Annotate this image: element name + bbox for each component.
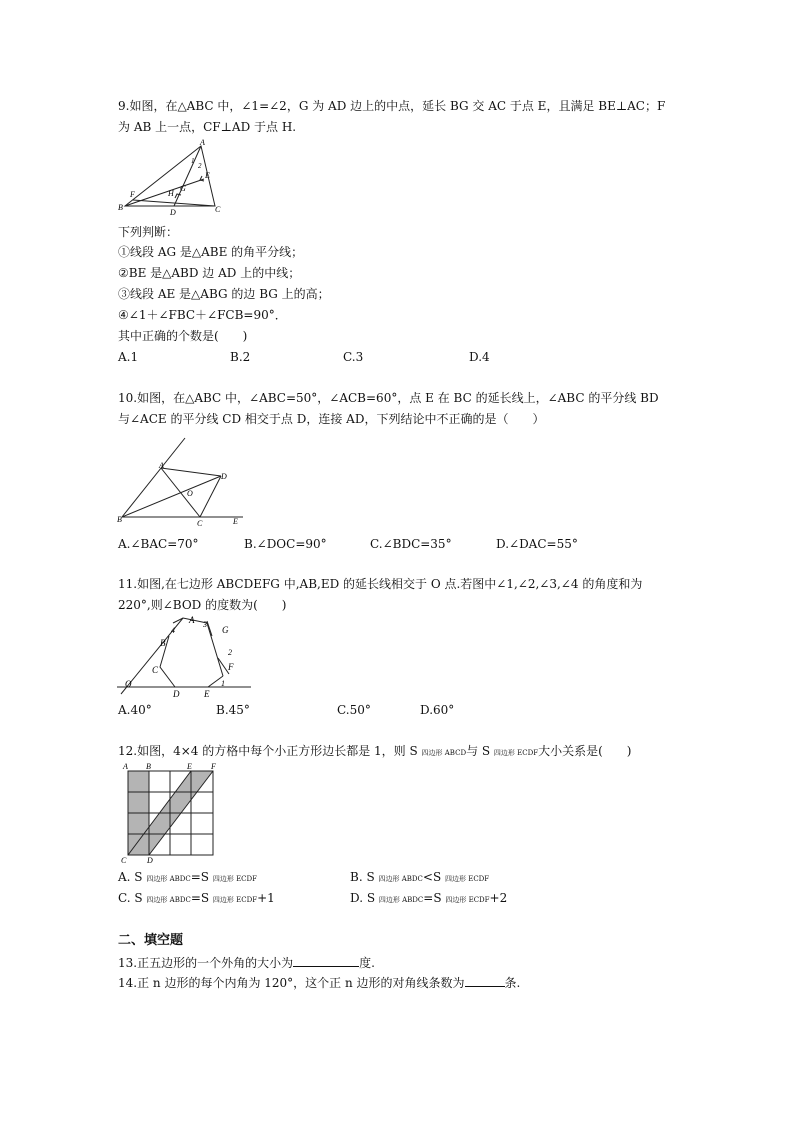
q9-label-A: A xyxy=(200,138,205,147)
q13-text: 13.正五边形的一个外角的大小为 xyxy=(118,956,294,970)
q12-option-b-sub1: 四边形 ABDC xyxy=(378,875,423,883)
q12-option-a-sub2: 四边形 ECDF xyxy=(212,875,258,883)
q12-option-d-sub2: 四边形 ECDF xyxy=(445,896,490,904)
q12-label-B: B xyxy=(146,762,151,771)
q12-option-d-pre: D. S xyxy=(350,891,379,905)
q11-option-b: B.45° xyxy=(216,703,250,717)
q10-stem-line1: 10.如图，在△ABC 中，∠ABC=50°，∠ACB=60°，点 E 在 BC 的延长线上，∠ABC 的平分线 BD xyxy=(118,391,659,405)
q12-label-A: A xyxy=(123,762,128,771)
q9-stem-line1: 9.如图，在△ABC 中，∠1=∠2，G 为 AD 边上的中点，延长 BG 交 AC 于点 E，且满足 BE⊥AC；F xyxy=(118,99,666,113)
q12-option-a-mid: =S xyxy=(190,870,213,884)
q9-item-2: ②BE 是△ABD 边 AD 上的中线； xyxy=(118,266,301,280)
q11-label-O: O xyxy=(125,679,132,689)
q12-option-a-sub1: 四边形 ABDC xyxy=(146,875,191,883)
q12-label-D: D xyxy=(147,856,153,865)
q12-stem-pre: 12.如图，4×4 的方格中每个小正方形边长都是 1，则 S xyxy=(118,744,422,758)
q10-label-A: A xyxy=(159,461,164,470)
q9-label-H: H xyxy=(168,189,174,198)
q11-label-D: D xyxy=(173,689,180,697)
q9-item-3: ③线段 AE 是△ABG 的边 BG 上的高； xyxy=(118,287,330,301)
q10-label-O: O xyxy=(187,489,193,498)
q11-label-1: 1 xyxy=(221,679,225,688)
q9-option-d: D.4 xyxy=(469,350,490,364)
q12-label-C: C xyxy=(121,856,127,865)
q9-label-1: 1 xyxy=(191,157,195,165)
q11-figure xyxy=(115,612,255,697)
q12-stem-mid: 与 S xyxy=(466,744,494,758)
q11-label-B: B xyxy=(160,638,166,648)
q12-option-c-mid: =S xyxy=(190,891,213,905)
q14-text: 14.正 n 边形的每个内角为 120°，这个正 n 边形的对角线条数为 xyxy=(118,976,465,990)
q12-label-F: F xyxy=(211,762,216,771)
q9-label-B: B xyxy=(118,203,123,212)
q11-label-3: 3 xyxy=(203,620,207,629)
q11-label-4: 4 xyxy=(171,626,175,635)
q12-option-b-mid: <S xyxy=(422,870,445,884)
q10-option-d: D.∠DAC=55° xyxy=(496,537,578,551)
q9-option-c: C.3 xyxy=(343,350,364,364)
q12-option-d-post: +2 xyxy=(489,891,508,905)
q10-option-a: A.∠BAC=70° xyxy=(118,537,199,551)
q12-option-b-sub2: 四边形 ECDF xyxy=(444,875,490,883)
q10-label-E: E xyxy=(233,517,238,526)
q10-figure xyxy=(115,434,250,529)
q11-option-c: C.50° xyxy=(337,703,371,717)
q11-stem-line2: 220°,则∠BOD 的度数为( ) xyxy=(118,598,287,612)
q11-stem-line1: 11.如图,在七边形 ABCDEFG 中,AB,ED 的延长线相交于 O 点.若图中∠1,∠2,∠3,∠4 的角度和为 xyxy=(118,577,643,591)
q11-label-F: F xyxy=(228,662,234,672)
q12-option-d-mid: =S xyxy=(423,891,446,905)
q9-label-E: E xyxy=(205,171,210,180)
q12-option-c-post: +1 xyxy=(257,891,275,905)
q13-line xyxy=(118,955,375,970)
q12-stem-post: 大小关系是( ) xyxy=(538,744,632,758)
q10-label-C: C xyxy=(197,519,203,528)
q9-option-b: B.2 xyxy=(230,350,251,364)
q14-unit: 条. xyxy=(504,976,521,990)
q12-label-E: E xyxy=(187,762,192,771)
q11-label-E: E xyxy=(204,689,210,697)
q14-answer-blank xyxy=(465,975,505,987)
q10-label-B: B xyxy=(117,515,122,524)
q12-option-d-sub1: 四边形 ABDC xyxy=(378,896,424,904)
q9-ask: 其中正确的个数是( ) xyxy=(118,329,248,343)
q10-option-b: B.∠DOC=90° xyxy=(244,537,327,551)
q10-option-c: C.∠BDC=35° xyxy=(370,537,452,551)
q9-judge-title: 下列判断： xyxy=(118,225,179,239)
section-fill-in-title: 二、填空题 xyxy=(118,933,184,948)
q12-option-d xyxy=(350,891,507,907)
q12-option-c xyxy=(118,891,275,907)
q10-label-D: D xyxy=(221,472,227,481)
q11-label-C: C xyxy=(152,665,159,675)
q9-item-4: ④∠1＋∠FBC＋∠FCB=90°． xyxy=(118,308,287,322)
q12-option-c-sub1: 四边形 ABDC xyxy=(146,896,191,904)
q12-stem-sub1: 四边形 ABCD xyxy=(421,749,467,757)
q12-figure xyxy=(116,760,222,865)
q11-option-a: A.40° xyxy=(118,703,152,717)
q10-stem-line2: 与∠ACE 的平分线 CD 相交于点 D，连接 AD，下列结论中不正确的是（ ） xyxy=(118,412,545,426)
q14-line xyxy=(118,975,520,990)
q12-option-c-sub2: 四边形 ECDF xyxy=(212,896,258,904)
q11-option-d: D.60° xyxy=(420,703,455,717)
q13-answer-blank xyxy=(293,955,359,967)
q12-option-c-pre: C. S xyxy=(118,891,147,905)
q9-label-D: D xyxy=(170,208,176,217)
q12-stem xyxy=(118,744,631,760)
q11-label-A: A xyxy=(189,615,195,625)
q9-label-G: G xyxy=(180,184,186,193)
q12-option-b xyxy=(350,870,489,886)
q12-option-b-pre: B. S xyxy=(350,870,379,884)
q9-figure xyxy=(115,138,225,218)
q9-label-F: F xyxy=(130,190,135,199)
q13-unit: 度. xyxy=(359,956,375,970)
q12-stem-sub2: 四边形 ECDF xyxy=(493,749,539,757)
q11-label-2: 2 xyxy=(228,648,232,657)
q12-option-a-pre: A. S xyxy=(118,870,147,884)
q9-stem-line2: 为 AB 上一点，CF⊥AD 于点 H. xyxy=(118,120,297,134)
q9-item-1: ①线段 AG 是△ABE 的角平分线； xyxy=(118,245,304,259)
q9-label-2: 2 xyxy=(198,162,202,170)
q12-option-a xyxy=(118,870,257,886)
q9-option-a: A.1 xyxy=(118,350,139,364)
q11-label-G: G xyxy=(222,625,229,635)
q9-label-C: C xyxy=(215,205,221,214)
